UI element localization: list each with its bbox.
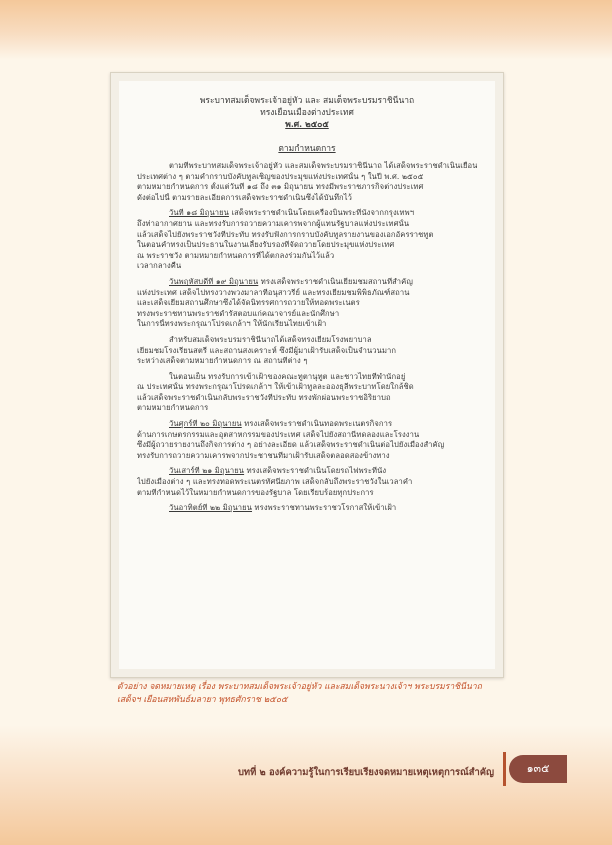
document-line: ทรงพระราชทานพระราชดำรัสตอบแก่คณาจารย์และนักศึกษา — [137, 308, 340, 318]
figure-caption-line-1: ตัวอย่าง จดหมายเหตุ เรื่อง พระบาทสมเด็จพระเจ้าอยู่หัว และสมเด็จพระนางเจ้าฯ พระบรมราชินีนาถ — [117, 682, 482, 692]
document-body — [119, 161, 495, 514]
document-line: แล้วเสด็จพระราชดำเนินกลับพระราชวังที่ประทับ ทรงพักผ่อนพระราชอิริยาบถ — [137, 392, 391, 402]
archive-document-image — [110, 72, 504, 678]
document-heading-year: พ.ศ. ๒๕๐๕ — [285, 120, 329, 130]
document-date-label: วันเสาร์ที่ ๒๑ มิถุนายน — [169, 466, 245, 476]
document-line: ในการนี้ทรงพระกรุณาโปรดเกล้าฯ ให้นักเรียนไทยเข้าเฝ้า — [137, 319, 327, 329]
document-date-label: วันอาทิตย์ที่ ๒๒ มิถุนายน — [169, 503, 253, 513]
document-line: วันที่ ๑๘ มิถุนายน เสด็จพระราชดำเนินโดยเครื่องบินพระที่นั่งจากกรุงเทพฯ — [169, 208, 415, 218]
document-heading — [119, 95, 495, 131]
bottom-decorative-band — [0, 725, 612, 845]
document-section-title: ตามกำหนดการ — [278, 144, 336, 154]
document-line: ณ ประเทศนั้น ทรงพระกรุณาโปรดเกล้าฯ ให้เข้าเฝ้าทูลละอองธุลีพระบาทโดยใกล้ชิด — [137, 382, 414, 392]
footer-divider — [503, 752, 506, 786]
document-line: ตามหมายกำหนดการ — [137, 403, 209, 413]
document-line: เวลากลางคืน — [137, 261, 182, 271]
document-line: ตามหมายกำหนดการ ตั้งแต่วันที่ ๑๘ ถึง ๓๑ มิถุนายน ทรงมีพระราชภารกิจต่างประเทศ — [137, 182, 424, 192]
document-line: และเสด็จเยี่ยมสถานศึกษาซึ่งได้จัดนิทรรศการถวายให้ทอดพระเนตร — [137, 298, 360, 308]
typewritten-document — [119, 81, 495, 669]
document-line: ในตอนเย็น ทรงรับการเข้าเฝ้าของคณะทูตานุทูต และชาวไทยที่พำนักอยู่ — [169, 371, 406, 381]
document-line: ณ พระราชวัง ตามหมายกำหนดการที่ได้ตกลงร่วมกันไว้แล้ว — [137, 250, 335, 260]
document-date-label: วันพฤหัสบดีที่ ๑๙ มิถุนายน — [169, 276, 259, 286]
document-line: ไปยังเมืองต่าง ๆ และทรงทอดพระเนตรทัศนียภาพ เสด็จกลับถึงพระราชวังในเวลาค่ำ — [137, 477, 413, 487]
document-line: ตามที่กำหนดไว้ในหมายกำหนดการของรัฐบาล โดยเรียบร้อยทุกประการ — [137, 487, 374, 497]
document-line: สำหรับสมเด็จพระบรมราชินีนาถได้เสด็จทรงเยี่ยมโรงพยาบาล — [169, 334, 372, 344]
document-line: วันเสาร์ที่ ๒๑ มิถุนายน ทรงเสด็จพระราชดำเนินโดยรถไฟพระที่นั่ง — [169, 466, 387, 476]
document-heading-line-1: พระบาทสมเด็จพระเจ้าอยู่หัว และ สมเด็จพระบรมราชินีนาถ — [199, 96, 415, 106]
document-line: แล้วเสด็จไปยังพระราชวังที่ประทับ ทรงรับฟังการกราบบังคับทูลรายงานของเอกอัครราชทูต — [137, 229, 434, 239]
figure-caption — [117, 681, 497, 707]
document-line: เยี่ยมชมโรงเรียนสตรี และสถานสงเคราะห์ ซึ่งมีผู้มาเฝ้ารับเสด็จเป็นจำนวนมาก — [137, 345, 397, 355]
document-date-label: วันที่ ๑๘ มิถุนายน — [169, 208, 229, 218]
document-line: วันพฤหัสบดีที่ ๑๙ มิถุนายน ทรงเสด็จพระราชดำเนินเยี่ยมชมสถานที่สำคัญ — [169, 276, 413, 286]
figure-caption-line-2: เสด็จฯ เยือนสหพันธ์มลายา พุทธศักราช ๒๕๐๕ — [117, 695, 288, 705]
document-line: ระหว่างเสด็จตามหมายกำหนดการ ณ สถานที่ต่าง ๆ — [137, 356, 308, 366]
document-line: ทรงรับการถวายความเคารพจากประชาชนที่มาเฝ้ารับเสด็จตลอดสองข้างทาง — [137, 450, 390, 460]
document-line: ซึ่งมีผู้ถวายรายงานถึงกิจการต่าง ๆ อย่างละเอียด แล้วเสด็จพระราชดำเนินต่อไปยังเมืองสำคัญ — [137, 440, 445, 450]
document-line: วันศุกร์ที่ ๒๐ มิถุนายน ทรงเสด็จพระราชดำเนินทอดพระเนตรกิจการ — [169, 419, 393, 429]
document-line: ประเทศต่าง ๆ ตามคำกราบบังคับทูลเชิญของประมุขแห่งประเทศนั้น ๆ ในปี พ.ศ. ๒๕๐๕ — [137, 171, 424, 181]
document-line: ถึงท่าอากาศยาน และทรงรับการถวายความเคารพจากผู้แทนรัฐบาลแห่งประเทศนั้น — [137, 218, 410, 228]
document-heading-line-2: ทรงเยือนเมืองต่างประเทศ — [260, 108, 354, 118]
document-date-label: วันศุกร์ที่ ๒๐ มิถุนายน — [169, 419, 242, 429]
page-number: ๑๓๕ — [509, 755, 567, 783]
document-line: ด้านการเกษตรกรรมและอุตสาหกรรมของประเทศ เสด็จไปยังสถานีทดลองและโรงงาน — [137, 429, 420, 439]
document-line: ดังต่อไปนี้ ตามรายละเอียดการเสด็จพระราชดำเนินซึ่งได้บันทึกไว้ — [137, 192, 353, 202]
chapter-title: บทที่ ๒ องค์ความรู้ในการเรียบเรียงจดหมายเหตุเหตุการณ์สำคัญ — [237, 767, 494, 778]
document-line: แห่งประเทศ เสด็จไปทรงวางพวงมาลาที่อนุสาวรีย์ และทรงเยี่ยมชมพิพิธภัณฑ์สถาน — [137, 287, 410, 297]
document-line: ในตอนค่ำทรงเป็นประธานในงานเลี้ยงรับรองที่จัดถวายโดยประมุขแห่งประเทศ — [137, 240, 395, 250]
document-line: วันอาทิตย์ที่ ๒๒ มิถุนายน ทรงพระราชทานพระราชวโรกาสให้เข้าเฝ้า — [169, 503, 397, 513]
document-line: ตามที่พระบาทสมเด็จพระเจ้าอยู่หัว และสมเด็จพระบรมราชินีนาถ ได้เสด็จพระราชดำเนินเยือน — [169, 161, 477, 170]
top-decorative-band — [0, 0, 612, 60]
